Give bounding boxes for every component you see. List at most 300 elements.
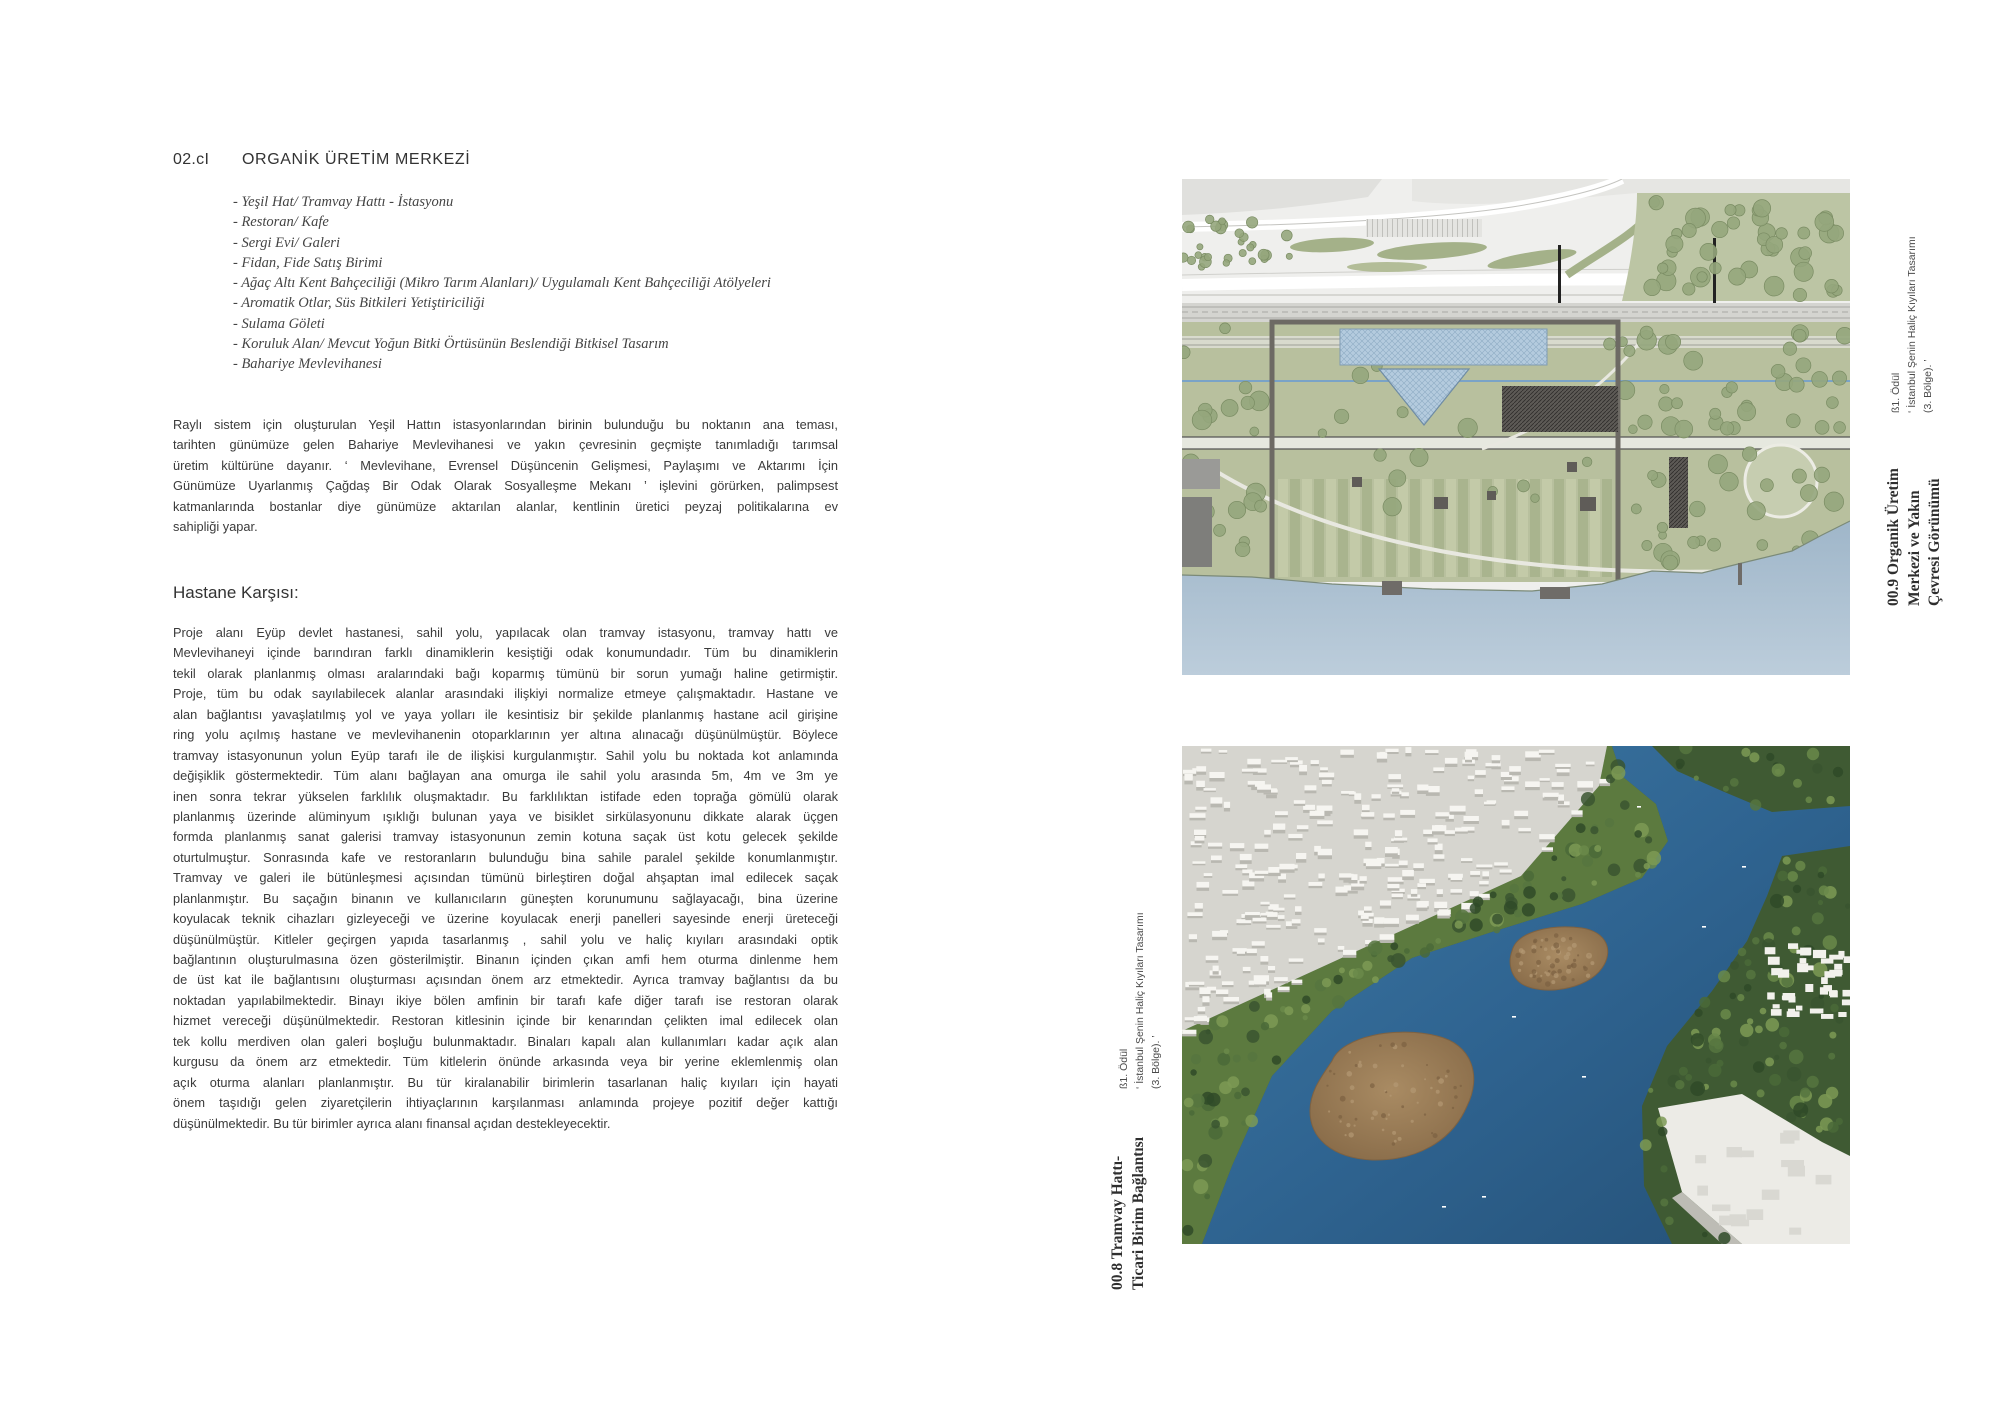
reed-patch (1390, 1095, 1392, 1097)
reed-patch (1355, 1118, 1358, 1121)
tree (1684, 351, 1703, 370)
reed-patch (1583, 967, 1587, 971)
tree (1224, 1048, 1230, 1054)
tree (1234, 1092, 1241, 1099)
tree (1793, 288, 1806, 301)
tree (1197, 244, 1203, 250)
reed-patch (1358, 1063, 1363, 1068)
city-building (1411, 889, 1417, 894)
city-building (1354, 829, 1368, 835)
tree (1219, 218, 1226, 225)
building-roof (1762, 1190, 1780, 1200)
tree (1211, 1120, 1220, 1129)
city-building (1577, 781, 1593, 788)
main-paragraph (173, 623, 838, 1134)
paragraph-line: önem taşıdığı gelen ziyaretçilerin ihtiyaçlarının karşılanması anlamında projeye pozitif değer kattığı (173, 1095, 838, 1111)
building-roof (1730, 1214, 1746, 1222)
tree (1783, 857, 1791, 865)
city-building (1388, 877, 1404, 882)
tree (1789, 377, 1804, 392)
city-building (1482, 871, 1489, 876)
tree (1663, 555, 1678, 570)
tree (1184, 1098, 1194, 1108)
tree (1660, 384, 1669, 393)
tree (1737, 994, 1744, 1001)
city-building (1184, 774, 1192, 781)
tree (1720, 1009, 1731, 1020)
paragraph-line: açık oturma alanları planlanmıştır. Bu tür kiralanabilir birimlerin tasarlanan haliç kıyıları için hayati (173, 1074, 838, 1090)
building-roof (1712, 1205, 1730, 1212)
tree (1183, 221, 1195, 233)
hillside-building (1813, 950, 1826, 958)
city-building (1383, 813, 1395, 817)
city-building (1392, 788, 1399, 792)
garden-bed (1278, 479, 1288, 577)
city-building (1417, 785, 1428, 791)
tree (1683, 283, 1695, 295)
building-roof (1695, 1155, 1706, 1163)
tree (1697, 272, 1707, 282)
tree (1608, 864, 1621, 877)
tree (1796, 358, 1811, 373)
tree (1635, 872, 1641, 878)
tree (1576, 823, 1586, 833)
tree (1793, 779, 1802, 788)
city-building (1385, 864, 1400, 867)
city-building (1423, 830, 1433, 834)
city-building (1475, 770, 1486, 775)
city-building (1296, 853, 1306, 859)
reed-patch (1385, 1118, 1387, 1120)
tree (1219, 1081, 1232, 1094)
tree (1826, 796, 1834, 804)
paragraph-line: hizmet vereceği düşünülmektedir. Restoran kitlesinin içinde bir kenarından çelikten imal edilecek olan (173, 1013, 838, 1029)
city-building (1288, 834, 1302, 838)
city-building (1235, 864, 1247, 868)
tree (1730, 778, 1739, 787)
garden-bed (1602, 479, 1612, 577)
reed-patch (1333, 1073, 1335, 1075)
tree (1391, 953, 1406, 968)
tree (1812, 763, 1822, 773)
tree (1776, 228, 1788, 240)
reed-patch (1370, 1083, 1375, 1088)
city-building (1542, 847, 1553, 850)
city-building (1319, 773, 1334, 778)
hillside-building (1800, 958, 1807, 963)
hillside-building (1834, 964, 1842, 970)
tree (1772, 764, 1785, 777)
tree (1718, 1232, 1730, 1244)
city-building (1255, 844, 1269, 849)
tree (1657, 522, 1667, 532)
tree (1699, 997, 1710, 1008)
tree (1694, 776, 1699, 781)
reed-patch (1392, 1131, 1396, 1135)
tree (1648, 471, 1658, 481)
tree (1523, 886, 1536, 899)
tree (1760, 1008, 1767, 1015)
garden-bed (1398, 479, 1408, 577)
tree (1777, 871, 1788, 882)
caption-title-line: 00.9 Organik Üretim (1885, 468, 1902, 606)
tree (1742, 447, 1756, 461)
city-building (1292, 980, 1303, 983)
reed-patch (1546, 972, 1550, 976)
city-building (1555, 764, 1571, 767)
city-building (1284, 894, 1296, 897)
reed-patch (1577, 954, 1579, 956)
reed-patch (1532, 974, 1536, 978)
tree (1640, 326, 1653, 339)
pier (1382, 581, 1402, 595)
tram-pole (1558, 245, 1561, 310)
city-building (1295, 906, 1302, 912)
tree (1518, 480, 1530, 492)
tree (1659, 397, 1673, 411)
hillside-building (1805, 984, 1813, 992)
tree (1745, 959, 1752, 966)
pavilion (1580, 497, 1596, 511)
city-building (1417, 901, 1428, 907)
figure-credit-top (1888, 198, 1936, 413)
garden-bed (1386, 479, 1396, 577)
city-building (1486, 763, 1498, 766)
tree (1823, 935, 1837, 949)
tree (1824, 492, 1843, 511)
city-building (1413, 863, 1424, 868)
hillside-building (1821, 958, 1834, 963)
tree (1301, 1004, 1310, 1013)
paragraph-line: noktadan yapılabilmektedir. Binayı ikiye bölen amfinin bir tarafı kafe diğer tarafı ise restoran olarak (173, 992, 838, 1008)
city-building (1509, 766, 1521, 772)
city-building (1222, 890, 1238, 894)
tree (1455, 921, 1463, 929)
city-building (1297, 825, 1309, 829)
tree (1435, 938, 1441, 944)
tree (1747, 502, 1765, 520)
tree (1695, 1009, 1703, 1017)
tree (1410, 448, 1428, 466)
city-building (1318, 874, 1324, 879)
city-building (1182, 1030, 1196, 1034)
reed-patch (1401, 1042, 1406, 1047)
tree (1187, 256, 1195, 264)
building-roof (1780, 1133, 1794, 1144)
hillside-building (1823, 985, 1832, 991)
tree (1766, 753, 1774, 761)
city-building (1216, 990, 1228, 995)
tree (1334, 409, 1348, 423)
city-building (1230, 843, 1244, 848)
tree (1644, 863, 1650, 869)
reed-patch (1569, 937, 1572, 940)
city-building (1237, 950, 1245, 954)
city-building (1340, 750, 1354, 755)
hillside-building (1830, 970, 1841, 976)
city-building (1571, 810, 1582, 814)
reed-patch (1371, 1117, 1374, 1120)
reed-patch (1398, 1137, 1402, 1141)
hillside-building (1773, 1004, 1780, 1008)
tree (1688, 536, 1700, 548)
tree (1352, 367, 1369, 384)
paragraph-line: Mevlevihaneyi içinde barındıran farklı dinamiklerin kesiştiği odak konumundadır. Tüm bu dinamiklerin (173, 645, 838, 661)
city-building (1377, 752, 1387, 758)
tree (1815, 213, 1834, 232)
city-building (1450, 806, 1466, 812)
city-building (1194, 830, 1206, 835)
tree (1204, 254, 1211, 261)
tree (1248, 1052, 1258, 1062)
program-list-item: - Sergi Evi/ Galeri (233, 234, 340, 251)
tree (1658, 263, 1668, 273)
garden-bed (1374, 479, 1384, 577)
reed-patch (1531, 948, 1536, 953)
city-building (1194, 1016, 1207, 1021)
road-band (1182, 303, 1850, 322)
tree (1710, 262, 1722, 274)
tree (1807, 1076, 1819, 1088)
tree (1582, 856, 1593, 867)
city-building (1383, 918, 1399, 924)
city-building (1417, 883, 1426, 887)
caption-credit-line: ‘ İstanbul Şenin Haliç Kıyıları Tasarımı (1134, 912, 1146, 1089)
city-building (1494, 862, 1508, 865)
city-building (1380, 900, 1391, 905)
city-building (1514, 811, 1528, 816)
city-building (1484, 802, 1495, 805)
tree (1220, 323, 1231, 334)
paragraph-line: koyulacak teknik cihazları gizleyeceği ve üzerine koyulacak enerji panelleri sayesinde enerji üreteceği (173, 911, 838, 927)
reed-patch (1537, 965, 1539, 967)
pavilion (1352, 477, 1362, 487)
pier (1738, 563, 1742, 585)
program-list-item: - Restoran/ Kafe (233, 214, 329, 231)
site-plan-drawing (1182, 179, 1850, 675)
paragraph-line: düşünülmektedir. Bu tür birimler ayrıca alanı finansal açıdan destekleyecektir. (173, 1115, 611, 1131)
reed-patch (1556, 950, 1560, 954)
city-building (1322, 780, 1332, 784)
tree (1493, 926, 1500, 933)
reed-patch (1453, 1086, 1456, 1089)
city-building (1278, 915, 1285, 919)
city-building (1219, 750, 1228, 753)
tree (1815, 421, 1829, 435)
building (1182, 497, 1212, 567)
city-building (1366, 861, 1381, 866)
tree (1691, 1033, 1704, 1046)
tree (1755, 1026, 1763, 1034)
tree (1750, 799, 1761, 810)
program-list-item: - Ağaç Altı Kent Bahçeciliği (Mikro Tarım Alanları)/ Uygulamalı Kent Bahçeciliği Atölyeleri (233, 275, 771, 292)
paragraph-line: planlanmıştır. Bu saçağın binanın ve kullanıcıların güneşten korunumunu sağlayacağı, bina üzerine (173, 890, 838, 906)
site-plan-image (1182, 179, 1850, 675)
paragraph-line: oturtulmuştur. Sonrasında kafe ve restoranların bulunduğu bina sahile paralel şekilde konumlanmıştır. (173, 849, 838, 865)
tree (1531, 494, 1540, 503)
city-building (1361, 916, 1369, 919)
tree (1828, 1053, 1835, 1060)
reed-patch (1401, 1064, 1404, 1067)
tree (1638, 415, 1652, 429)
tree (1660, 1199, 1668, 1207)
city-building (1254, 981, 1266, 985)
city-building (1183, 770, 1196, 774)
city-building (1198, 1007, 1206, 1011)
tree (1744, 984, 1752, 992)
city-building (1339, 873, 1351, 877)
city-building (1360, 876, 1367, 881)
garden-bed (1290, 479, 1300, 577)
tree (1192, 410, 1212, 430)
tree (1708, 1064, 1721, 1077)
reed-patch (1430, 1087, 1433, 1090)
city-building (1492, 755, 1501, 760)
reed-patch (1436, 1090, 1440, 1094)
reed-patch (1393, 1082, 1398, 1087)
city-building (1479, 881, 1489, 884)
tree (1594, 845, 1601, 852)
city-building (1435, 812, 1449, 816)
tree (1241, 396, 1254, 409)
tree (1702, 1232, 1708, 1238)
reed-patch (1355, 1064, 1358, 1067)
tree (1339, 967, 1345, 973)
hillside-building (1810, 1009, 1824, 1014)
tree (1272, 1055, 1281, 1064)
reed-patch (1518, 969, 1521, 972)
city-building (1204, 788, 1216, 791)
city-building (1261, 902, 1270, 905)
tree (1794, 262, 1813, 281)
tree (1799, 247, 1812, 260)
reed-patch (1350, 1100, 1354, 1104)
parking-lot (1366, 219, 1482, 237)
reed-patch (1537, 977, 1542, 982)
reed-patch (1326, 1085, 1328, 1087)
reed-patch (1586, 974, 1590, 978)
tree (1561, 888, 1575, 902)
tree (1239, 381, 1252, 394)
city-building (1266, 992, 1272, 997)
tree (1239, 250, 1246, 257)
garden-bed (1554, 479, 1564, 577)
reed-patch (1529, 974, 1532, 977)
reed-patch (1561, 976, 1567, 982)
tree (1221, 400, 1238, 417)
city-building (1264, 830, 1271, 835)
tree (1458, 418, 1477, 437)
city-building (1500, 869, 1512, 872)
reed-patch (1561, 937, 1566, 942)
city-building (1586, 762, 1595, 765)
city-building (1260, 956, 1268, 962)
city-building (1305, 785, 1317, 790)
tree (1783, 342, 1796, 355)
reed-patch (1555, 958, 1560, 963)
hillside-building (1787, 1011, 1800, 1017)
tree (1690, 1081, 1705, 1096)
tree (1579, 845, 1589, 855)
tree (1397, 407, 1408, 418)
tree (1604, 338, 1616, 350)
tree (1800, 1088, 1810, 1098)
reed-patch (1394, 1140, 1397, 1143)
program-list (233, 192, 771, 375)
city-building (1419, 879, 1435, 883)
city-building (1451, 889, 1463, 893)
paragraph-line: sahipliği yapar. (173, 519, 258, 535)
city-building (1406, 915, 1419, 921)
tree (1389, 470, 1406, 487)
city-building (1394, 838, 1407, 841)
city-building (1268, 867, 1280, 873)
hillside-building (1771, 968, 1782, 975)
tree (1191, 1054, 1201, 1064)
tree (1235, 229, 1244, 238)
city-building (1372, 794, 1381, 798)
reed-patch (1551, 980, 1555, 984)
boat (1702, 926, 1706, 928)
tree (1709, 1038, 1724, 1053)
program-list-item: - Yeşil Hat/ Tramvay Hattı - İstasyonu (233, 194, 454, 210)
reed-patch (1381, 1113, 1386, 1118)
city-building (1392, 894, 1403, 898)
section-number: 02.cI (173, 151, 210, 168)
tree (1725, 205, 1736, 216)
tree (1747, 1018, 1753, 1024)
tree (1818, 1094, 1832, 1108)
reed-patch (1379, 1044, 1382, 1047)
tree (1818, 900, 1823, 905)
city-building (1245, 912, 1260, 915)
reed-patch (1390, 1042, 1395, 1047)
city-building (1209, 772, 1224, 778)
city-building (1206, 956, 1219, 961)
tree (1249, 1001, 1260, 1012)
city-building (1433, 767, 1444, 771)
city-building (1399, 861, 1408, 866)
paragraph-line: katmanlarında bostanlar diye günümüze aktarılan alanlar, kentlinin üretici peyzaj politikalarına ev (173, 498, 838, 514)
city-building (1433, 854, 1444, 858)
tree (1247, 244, 1254, 251)
tree (1812, 372, 1828, 388)
city-building (1208, 843, 1222, 847)
tree (1523, 871, 1534, 882)
city-building (1189, 982, 1204, 985)
pavilion (1567, 462, 1577, 472)
reed-patch (1329, 1070, 1332, 1073)
tree (1764, 276, 1784, 296)
tree (1660, 1165, 1667, 1172)
tree (1642, 540, 1652, 550)
hillside-building (1768, 957, 1780, 965)
city-building (1275, 811, 1288, 815)
reed-patch (1446, 1070, 1449, 1073)
caption-credit-line: ß1. Ödül (1890, 372, 1902, 413)
reed-patch (1384, 1090, 1386, 1092)
city-building (1465, 755, 1472, 760)
city-building (1343, 950, 1356, 955)
paragraph-line: düşünülmüştür. Kitleler geçirgen yapıda tasarlanmış , sahil yolu ve haliç kıyıları arasındaki optik (173, 931, 838, 947)
tree (1624, 345, 1635, 356)
city-building (1558, 795, 1564, 801)
hillside-building (1803, 948, 1811, 956)
city-building (1289, 958, 1304, 961)
reed-patch (1401, 1105, 1404, 1108)
tree (1648, 1088, 1653, 1093)
tree (1631, 504, 1641, 514)
